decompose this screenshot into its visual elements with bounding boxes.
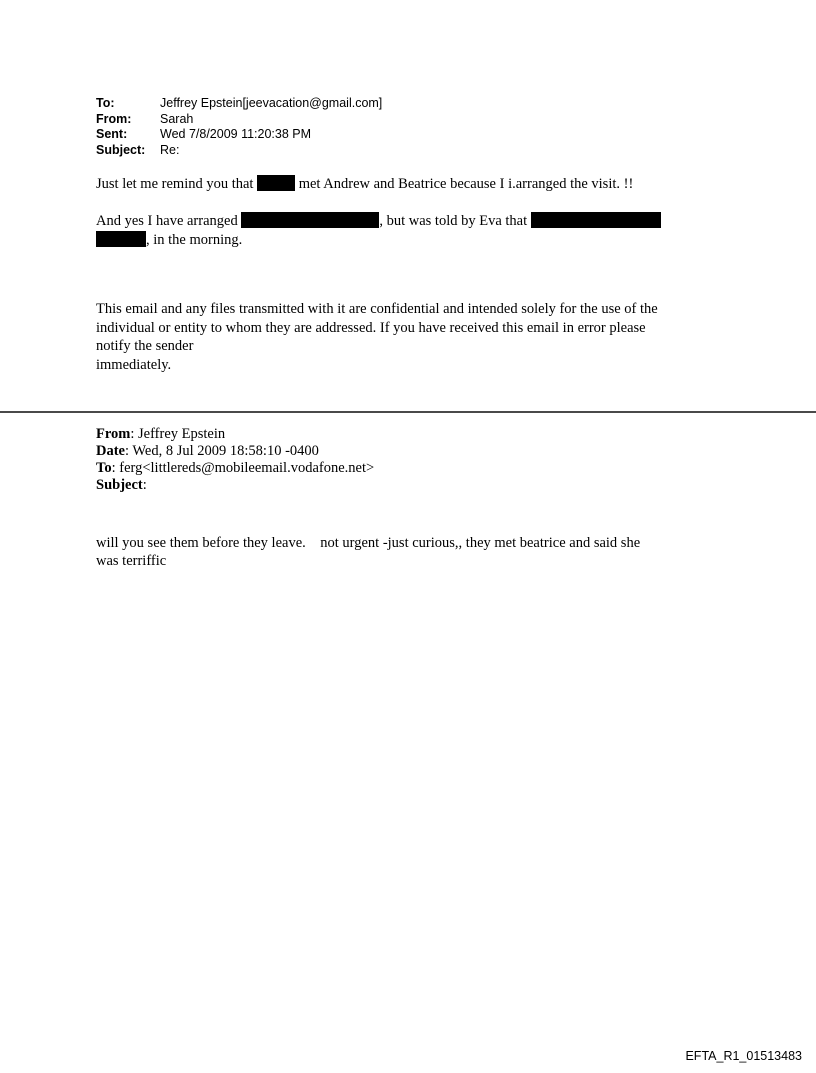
bates-number: EFTA_R1_01513483 (685, 1049, 802, 1063)
sent-row (96, 127, 382, 143)
redaction-block (257, 175, 295, 191)
quoted-subject-row (96, 477, 374, 494)
quoted-from-value: : Jeffrey Epstein (130, 426, 226, 442)
message-line-2-mid: , but was told by Eva that (379, 213, 528, 229)
message-line-2-start: And yes I have arranged (96, 213, 238, 229)
disclaimer-line: individual or entity to whom they are addressed. If you have received this email in error please (96, 319, 646, 336)
to-value: Jeffrey Epstein[jeevacation@gmail.com] (160, 96, 383, 110)
message-line-1-start: Just let me remind you that (96, 176, 258, 192)
quoted-subject-value: : (142, 477, 147, 493)
to-label: To: (96, 96, 115, 110)
disclaimer-line: This email and any files transmitted with it are confidential and intended solely for the use of the (96, 301, 658, 317)
email-header (96, 96, 382, 158)
separator-line (0, 411, 816, 413)
subject-value: Re: (160, 142, 180, 157)
disclaimer-line: notify the sender (96, 338, 194, 354)
redaction-block (96, 231, 146, 247)
message-line-1 (96, 175, 633, 193)
quoted-to-value: : ferg<littlereds@mobileemail.vodafone.net> (111, 460, 375, 476)
quoted-from-label: From (96, 426, 131, 442)
subject-label: Subject: (96, 142, 146, 157)
message-line-3-end: , in the morning. (146, 232, 243, 248)
quoted-date-row (96, 443, 374, 460)
subject-row (96, 143, 382, 159)
disclaimer-line: immediately. (96, 356, 172, 373)
from-value: Sarah (160, 111, 194, 126)
from-label: From: (96, 111, 132, 126)
quoted-subject-label: Subject (96, 477, 143, 493)
sent-value: Wed 7/8/2009 11:20:38 PM (160, 127, 312, 141)
quoted-to-row (96, 460, 374, 477)
quoted-body-line: will you see them before they leave. not urgent -just curious,, they met beatrice and said she (96, 535, 641, 551)
sent-label: Sent: (96, 127, 128, 141)
from-row (96, 112, 382, 128)
confidentiality-disclaimer (96, 300, 736, 374)
message-line-2 (96, 212, 661, 230)
quoted-email-body (96, 535, 736, 570)
message-line-1-end: met Andrew and Beatrice because I i.arranged the visit. !! (298, 176, 634, 192)
quoted-date-value: : Wed, 8 Jul 2009 18:58:10 -0400 (125, 443, 319, 459)
quoted-body-line: was terriffic (96, 552, 167, 569)
redaction-block (241, 212, 379, 228)
quoted-from-row (96, 426, 374, 443)
quoted-to-label: To (96, 460, 112, 476)
quoted-email-header (96, 426, 374, 494)
quoted-date-label: Date (96, 443, 125, 459)
message-line-3 (96, 231, 242, 249)
redaction-block (531, 212, 661, 228)
to-row (96, 96, 382, 112)
